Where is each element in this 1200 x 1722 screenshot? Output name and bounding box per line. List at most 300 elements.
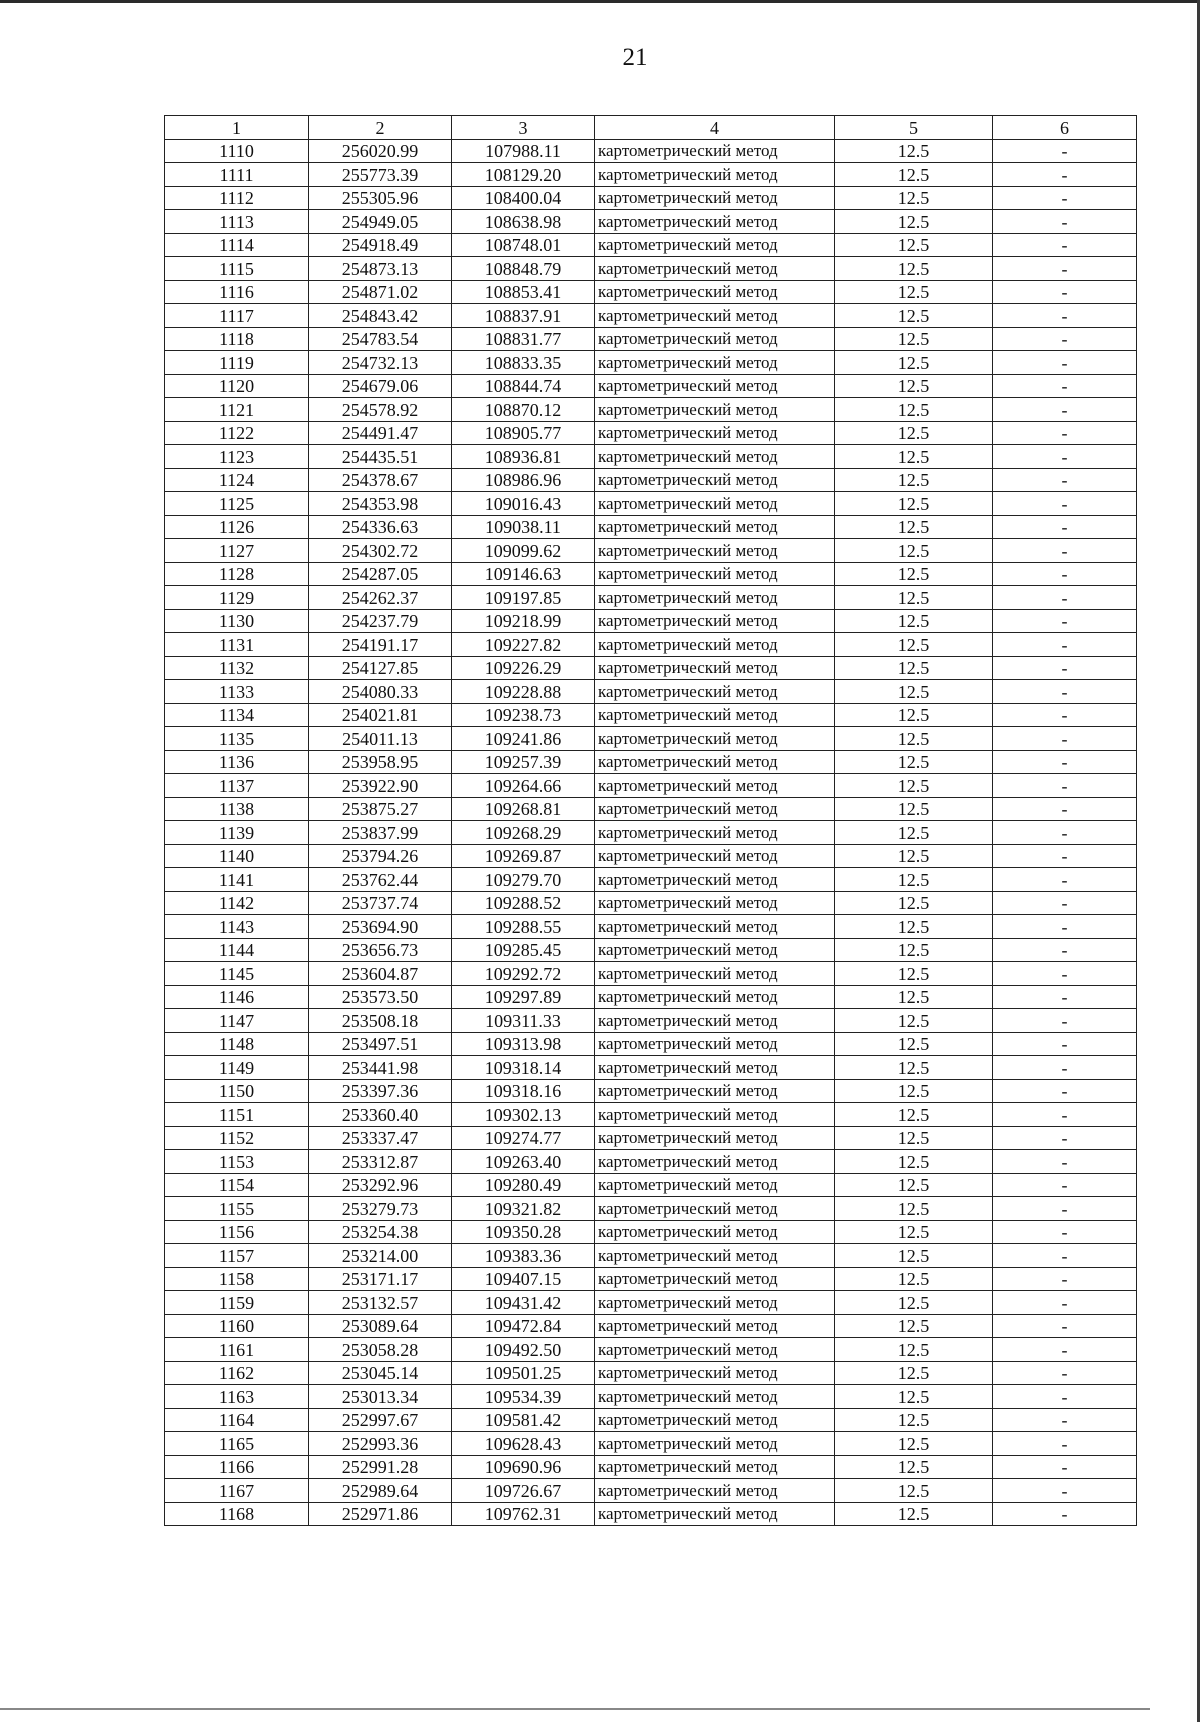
method-cell: картометрический метод <box>595 1197 835 1221</box>
table-row <box>165 1408 1137 1432</box>
description-cell: - <box>993 609 1137 633</box>
method-cell: картометрический метод <box>595 257 835 281</box>
point-number-cell: 1147 <box>165 1009 309 1033</box>
table-row <box>165 1479 1137 1503</box>
point-number-cell: 1112 <box>165 186 309 210</box>
method-cell: картометрический метод <box>595 938 835 962</box>
x-coordinate-cell: 252989.64 <box>309 1479 452 1503</box>
x-coordinate-cell: 254262.37 <box>309 586 452 610</box>
y-coordinate-cell: 109628.43 <box>452 1432 595 1456</box>
x-coordinate-cell: 254353.98 <box>309 492 452 516</box>
table-row <box>165 1173 1137 1197</box>
column-header-1: 1 <box>165 116 309 140</box>
table-row <box>165 1502 1137 1526</box>
y-coordinate-cell: 109197.85 <box>452 586 595 610</box>
table-row <box>165 492 1137 516</box>
point-number-cell: 1145 <box>165 962 309 986</box>
point-number-cell: 1146 <box>165 985 309 1009</box>
method-cell: картометрический метод <box>595 233 835 257</box>
accuracy-cell: 12.5 <box>835 962 993 986</box>
table-row <box>165 539 1137 563</box>
y-coordinate-cell: 109762.31 <box>452 1502 595 1526</box>
y-coordinate-cell: 108129.20 <box>452 163 595 187</box>
method-cell: картометрический метод <box>595 703 835 727</box>
point-number-cell: 1114 <box>165 233 309 257</box>
y-coordinate-cell: 108638.98 <box>452 210 595 234</box>
description-cell: - <box>993 280 1137 304</box>
y-coordinate-cell: 109726.67 <box>452 1479 595 1503</box>
x-coordinate-cell: 253132.57 <box>309 1291 452 1315</box>
accuracy-cell: 12.5 <box>835 985 993 1009</box>
y-coordinate-cell: 109472.84 <box>452 1314 595 1338</box>
table-row <box>165 374 1137 398</box>
table-row <box>165 938 1137 962</box>
accuracy-cell: 12.5 <box>835 280 993 304</box>
point-number-cell: 1157 <box>165 1244 309 1268</box>
table-row <box>165 233 1137 257</box>
x-coordinate-cell: 253497.51 <box>309 1032 452 1056</box>
x-coordinate-cell: 253360.40 <box>309 1103 452 1127</box>
method-cell: картометрический метод <box>595 327 835 351</box>
method-cell: картометрический метод <box>595 1173 835 1197</box>
description-cell: - <box>993 398 1137 422</box>
y-coordinate-cell: 109274.77 <box>452 1126 595 1150</box>
point-number-cell: 1116 <box>165 280 309 304</box>
accuracy-cell: 12.5 <box>835 586 993 610</box>
description-cell: - <box>993 1173 1137 1197</box>
method-cell: картометрический метод <box>595 962 835 986</box>
method-cell: картометрический метод <box>595 1267 835 1291</box>
accuracy-cell: 12.5 <box>835 868 993 892</box>
x-coordinate-cell: 254080.33 <box>309 680 452 704</box>
method-cell: картометрический метод <box>595 844 835 868</box>
description-cell: - <box>993 1314 1137 1338</box>
column-header-5: 5 <box>835 116 993 140</box>
point-number-cell: 1153 <box>165 1150 309 1174</box>
point-number-cell: 1127 <box>165 539 309 563</box>
accuracy-cell: 12.5 <box>835 609 993 633</box>
description-cell: - <box>993 1291 1137 1315</box>
point-number-cell: 1161 <box>165 1338 309 1362</box>
point-number-cell: 1134 <box>165 703 309 727</box>
accuracy-cell: 12.5 <box>835 1338 993 1362</box>
accuracy-cell: 12.5 <box>835 374 993 398</box>
method-cell: картометрический метод <box>595 821 835 845</box>
table-row <box>165 891 1137 915</box>
x-coordinate-cell: 255305.96 <box>309 186 452 210</box>
method-cell: картометрический метод <box>595 1150 835 1174</box>
point-number-cell: 1166 <box>165 1455 309 1479</box>
x-coordinate-cell: 254843.42 <box>309 304 452 328</box>
accuracy-cell: 12.5 <box>835 1244 993 1268</box>
y-coordinate-cell: 109280.49 <box>452 1173 595 1197</box>
point-number-cell: 1128 <box>165 562 309 586</box>
accuracy-cell: 12.5 <box>835 515 993 539</box>
point-number-cell: 1154 <box>165 1173 309 1197</box>
point-number-cell: 1138 <box>165 797 309 821</box>
method-cell: картометрический метод <box>595 586 835 610</box>
method-cell: картометрический метод <box>595 750 835 774</box>
table-row <box>165 609 1137 633</box>
method-cell: картометрический метод <box>595 304 835 328</box>
x-coordinate-cell: 253958.95 <box>309 750 452 774</box>
x-coordinate-cell: 255773.39 <box>309 163 452 187</box>
method-cell: картометрический метод <box>595 468 835 492</box>
y-coordinate-cell: 109288.52 <box>452 891 595 915</box>
accuracy-cell: 12.5 <box>835 891 993 915</box>
description-cell: - <box>993 821 1137 845</box>
method-cell: картометрический метод <box>595 445 835 469</box>
table-row <box>165 421 1137 445</box>
accuracy-cell: 12.5 <box>835 468 993 492</box>
method-cell: картометрический метод <box>595 680 835 704</box>
accuracy-cell: 12.5 <box>835 398 993 422</box>
method-cell: картометрический метод <box>595 1432 835 1456</box>
y-coordinate-cell: 108748.01 <box>452 233 595 257</box>
accuracy-cell: 12.5 <box>835 1385 993 1409</box>
accuracy-cell: 12.5 <box>835 1408 993 1432</box>
method-cell: картометрический метод <box>595 1220 835 1244</box>
description-cell: - <box>993 1338 1137 1362</box>
x-coordinate-cell: 253694.90 <box>309 915 452 939</box>
y-coordinate-cell: 109313.98 <box>452 1032 595 1056</box>
table-row <box>165 821 1137 845</box>
accuracy-cell: 12.5 <box>835 1432 993 1456</box>
y-coordinate-cell: 109318.14 <box>452 1056 595 1080</box>
accuracy-cell: 12.5 <box>835 1150 993 1174</box>
accuracy-cell: 12.5 <box>835 1502 993 1526</box>
point-number-cell: 1111 <box>165 163 309 187</box>
x-coordinate-cell: 253573.50 <box>309 985 452 1009</box>
method-cell: картометрический метод <box>595 562 835 586</box>
x-coordinate-cell: 253794.26 <box>309 844 452 868</box>
x-coordinate-cell: 253604.87 <box>309 962 452 986</box>
table-row <box>165 750 1137 774</box>
method-cell: картометрический метод <box>595 1314 835 1338</box>
accuracy-cell: 12.5 <box>835 1079 993 1103</box>
y-coordinate-cell: 108831.77 <box>452 327 595 351</box>
table-row <box>165 1432 1137 1456</box>
x-coordinate-cell: 254011.13 <box>309 727 452 751</box>
x-coordinate-cell: 254949.05 <box>309 210 452 234</box>
y-coordinate-cell: 109268.29 <box>452 821 595 845</box>
y-coordinate-cell: 109297.89 <box>452 985 595 1009</box>
table-row <box>165 656 1137 680</box>
method-cell: картометрический метод <box>595 1009 835 1033</box>
method-cell: картометрический метод <box>595 210 835 234</box>
method-cell: картометрический метод <box>595 398 835 422</box>
point-number-cell: 1129 <box>165 586 309 610</box>
method-cell: картометрический метод <box>595 1385 835 1409</box>
x-coordinate-cell: 254021.81 <box>309 703 452 727</box>
accuracy-cell: 12.5 <box>835 492 993 516</box>
table-row <box>165 398 1137 422</box>
table-row <box>165 210 1137 234</box>
x-coordinate-cell: 253337.47 <box>309 1126 452 1150</box>
y-coordinate-cell: 109227.82 <box>452 633 595 657</box>
x-coordinate-cell: 253254.38 <box>309 1220 452 1244</box>
column-header-3: 3 <box>452 116 595 140</box>
table-row <box>165 1361 1137 1385</box>
accuracy-cell: 12.5 <box>835 938 993 962</box>
description-cell: - <box>993 797 1137 821</box>
x-coordinate-cell: 252993.36 <box>309 1432 452 1456</box>
description-cell: - <box>993 962 1137 986</box>
method-cell: картометрический метод <box>595 1244 835 1268</box>
y-coordinate-cell: 109350.28 <box>452 1220 595 1244</box>
method-cell: картометрический метод <box>595 633 835 657</box>
point-number-cell: 1133 <box>165 680 309 704</box>
accuracy-cell: 12.5 <box>835 1056 993 1080</box>
y-coordinate-cell: 109238.73 <box>452 703 595 727</box>
description-cell: - <box>993 1079 1137 1103</box>
description-cell: - <box>993 1502 1137 1526</box>
point-number-cell: 1130 <box>165 609 309 633</box>
table-row <box>165 1056 1137 1080</box>
method-cell: картометрический метод <box>595 1056 835 1080</box>
method-cell: картометрический метод <box>595 139 835 163</box>
x-coordinate-cell: 253737.74 <box>309 891 452 915</box>
table-row <box>165 139 1137 163</box>
x-coordinate-cell: 253279.73 <box>309 1197 452 1221</box>
table-row <box>165 1291 1137 1315</box>
x-coordinate-cell: 253922.90 <box>309 774 452 798</box>
table-row <box>165 1103 1137 1127</box>
x-coordinate-cell: 253089.64 <box>309 1314 452 1338</box>
method-cell: картометрический метод <box>595 186 835 210</box>
x-coordinate-cell: 254491.47 <box>309 421 452 445</box>
method-cell: картометрический метод <box>595 1032 835 1056</box>
method-cell: картометрический метод <box>595 515 835 539</box>
column-header-2: 2 <box>309 116 452 140</box>
x-coordinate-cell: 253292.96 <box>309 1173 452 1197</box>
accuracy-cell: 12.5 <box>835 727 993 751</box>
y-coordinate-cell: 109099.62 <box>452 539 595 563</box>
description-cell: - <box>993 1150 1137 1174</box>
method-cell: картометрический метод <box>595 609 835 633</box>
description-cell: - <box>993 304 1137 328</box>
description-cell: - <box>993 210 1137 234</box>
accuracy-cell: 12.5 <box>835 186 993 210</box>
accuracy-cell: 12.5 <box>835 1455 993 1479</box>
table-row <box>165 915 1137 939</box>
y-coordinate-cell: 109226.29 <box>452 656 595 680</box>
accuracy-cell: 12.5 <box>835 351 993 375</box>
table-row <box>165 1197 1137 1221</box>
point-number-cell: 1119 <box>165 351 309 375</box>
y-coordinate-cell: 108870.12 <box>452 398 595 422</box>
accuracy-cell: 12.5 <box>835 656 993 680</box>
header-row <box>165 116 1137 140</box>
y-coordinate-cell: 108848.79 <box>452 257 595 281</box>
description-cell: - <box>993 1009 1137 1033</box>
table-row <box>165 163 1137 187</box>
x-coordinate-cell: 253013.34 <box>309 1385 452 1409</box>
description-cell: - <box>993 750 1137 774</box>
point-number-cell: 1143 <box>165 915 309 939</box>
point-number-cell: 1158 <box>165 1267 309 1291</box>
table-row <box>165 327 1137 351</box>
y-coordinate-cell: 109146.63 <box>452 562 595 586</box>
table-row <box>165 727 1137 751</box>
x-coordinate-cell: 254287.05 <box>309 562 452 586</box>
accuracy-cell: 12.5 <box>835 304 993 328</box>
x-coordinate-cell: 253058.28 <box>309 1338 452 1362</box>
y-coordinate-cell: 108936.81 <box>452 445 595 469</box>
table-row <box>165 1220 1137 1244</box>
point-number-cell: 1144 <box>165 938 309 962</box>
x-coordinate-cell: 254578.92 <box>309 398 452 422</box>
point-number-cell: 1142 <box>165 891 309 915</box>
y-coordinate-cell: 109318.16 <box>452 1079 595 1103</box>
description-cell: - <box>993 633 1137 657</box>
x-coordinate-cell: 254435.51 <box>309 445 452 469</box>
x-coordinate-cell: 253656.73 <box>309 938 452 962</box>
accuracy-cell: 12.5 <box>835 257 993 281</box>
description-cell: - <box>993 680 1137 704</box>
method-cell: картометрический метод <box>595 421 835 445</box>
table-row <box>165 468 1137 492</box>
y-coordinate-cell: 109534.39 <box>452 1385 595 1409</box>
description-cell: - <box>993 1244 1137 1268</box>
point-number-cell: 1120 <box>165 374 309 398</box>
x-coordinate-cell: 253214.00 <box>309 1244 452 1268</box>
accuracy-cell: 12.5 <box>835 163 993 187</box>
description-cell: - <box>993 1126 1137 1150</box>
accuracy-cell: 12.5 <box>835 797 993 821</box>
y-coordinate-cell: 109257.39 <box>452 750 595 774</box>
table-row <box>165 844 1137 868</box>
point-number-cell: 1113 <box>165 210 309 234</box>
accuracy-cell: 12.5 <box>835 680 993 704</box>
x-coordinate-cell: 253762.44 <box>309 868 452 892</box>
accuracy-cell: 12.5 <box>835 233 993 257</box>
y-coordinate-cell: 109264.66 <box>452 774 595 798</box>
x-coordinate-cell: 254783.54 <box>309 327 452 351</box>
table-row <box>165 774 1137 798</box>
accuracy-cell: 12.5 <box>835 421 993 445</box>
description-cell: - <box>993 586 1137 610</box>
y-coordinate-cell: 109302.13 <box>452 1103 595 1127</box>
y-coordinate-cell: 109016.43 <box>452 492 595 516</box>
accuracy-cell: 12.5 <box>835 139 993 163</box>
scan-border-bottom <box>0 1708 1150 1710</box>
point-number-cell: 1156 <box>165 1220 309 1244</box>
accuracy-cell: 12.5 <box>835 821 993 845</box>
accuracy-cell: 12.5 <box>835 1291 993 1315</box>
y-coordinate-cell: 108400.04 <box>452 186 595 210</box>
point-number-cell: 1155 <box>165 1197 309 1221</box>
table-row <box>165 633 1137 657</box>
table-row <box>165 868 1137 892</box>
method-cell: картометрический метод <box>595 1361 835 1385</box>
y-coordinate-cell: 109218.99 <box>452 609 595 633</box>
page-number: 21 <box>622 44 648 71</box>
method-cell: картометрический метод <box>595 1103 835 1127</box>
y-coordinate-cell: 109581.42 <box>452 1408 595 1432</box>
accuracy-cell: 12.5 <box>835 844 993 868</box>
x-coordinate-cell: 253441.98 <box>309 1056 452 1080</box>
table-row <box>165 257 1137 281</box>
accuracy-cell: 12.5 <box>835 703 993 727</box>
y-coordinate-cell: 109321.82 <box>452 1197 595 1221</box>
method-cell: картометрический метод <box>595 727 835 751</box>
table-row <box>165 797 1137 821</box>
x-coordinate-cell: 254191.17 <box>309 633 452 657</box>
accuracy-cell: 12.5 <box>835 327 993 351</box>
x-coordinate-cell: 253397.36 <box>309 1079 452 1103</box>
scan-border-top <box>0 0 1200 3</box>
table-row <box>165 186 1137 210</box>
point-number-cell: 1139 <box>165 821 309 845</box>
table-row <box>165 280 1137 304</box>
accuracy-cell: 12.5 <box>835 1103 993 1127</box>
y-coordinate-cell: 108837.91 <box>452 304 595 328</box>
description-cell: - <box>993 1432 1137 1456</box>
table-row <box>165 1009 1137 1033</box>
point-number-cell: 1118 <box>165 327 309 351</box>
y-coordinate-cell: 108905.77 <box>452 421 595 445</box>
accuracy-cell: 12.5 <box>835 1267 993 1291</box>
x-coordinate-cell: 254732.13 <box>309 351 452 375</box>
table-row <box>165 1150 1137 1174</box>
accuracy-cell: 12.5 <box>835 750 993 774</box>
description-cell: - <box>993 163 1137 187</box>
coordinates-table <box>164 115 1137 1526</box>
method-cell: картометрический метод <box>595 774 835 798</box>
accuracy-cell: 12.5 <box>835 774 993 798</box>
method-cell: картометрический метод <box>595 539 835 563</box>
point-number-cell: 1123 <box>165 445 309 469</box>
x-coordinate-cell: 254336.63 <box>309 515 452 539</box>
point-number-cell: 1140 <box>165 844 309 868</box>
accuracy-cell: 12.5 <box>835 1009 993 1033</box>
x-coordinate-cell: 252991.28 <box>309 1455 452 1479</box>
y-coordinate-cell: 109268.81 <box>452 797 595 821</box>
x-coordinate-cell: 253837.99 <box>309 821 452 845</box>
description-cell: - <box>993 1032 1137 1056</box>
method-cell: картометрический метод <box>595 797 835 821</box>
y-coordinate-cell: 109263.40 <box>452 1150 595 1174</box>
y-coordinate-cell: 108833.35 <box>452 351 595 375</box>
y-coordinate-cell: 109228.88 <box>452 680 595 704</box>
table-row <box>165 703 1137 727</box>
description-cell: - <box>993 1056 1137 1080</box>
accuracy-cell: 12.5 <box>835 633 993 657</box>
accuracy-cell: 12.5 <box>835 445 993 469</box>
x-coordinate-cell: 254127.85 <box>309 656 452 680</box>
y-coordinate-cell: 109501.25 <box>452 1361 595 1385</box>
table-row <box>165 304 1137 328</box>
description-cell: - <box>993 656 1137 680</box>
accuracy-cell: 12.5 <box>835 1197 993 1221</box>
point-number-cell: 1160 <box>165 1314 309 1338</box>
y-coordinate-cell: 109492.50 <box>452 1338 595 1362</box>
point-number-cell: 1136 <box>165 750 309 774</box>
table-row <box>165 962 1137 986</box>
description-cell: - <box>993 562 1137 586</box>
description-cell: - <box>993 774 1137 798</box>
table-row <box>165 1267 1137 1291</box>
accuracy-cell: 12.5 <box>835 1032 993 1056</box>
description-cell: - <box>993 1103 1137 1127</box>
description-cell: - <box>993 938 1137 962</box>
method-cell: картометрический метод <box>595 1408 835 1432</box>
point-number-cell: 1125 <box>165 492 309 516</box>
description-cell: - <box>993 257 1137 281</box>
description-cell: - <box>993 1385 1137 1409</box>
table-row <box>165 515 1137 539</box>
